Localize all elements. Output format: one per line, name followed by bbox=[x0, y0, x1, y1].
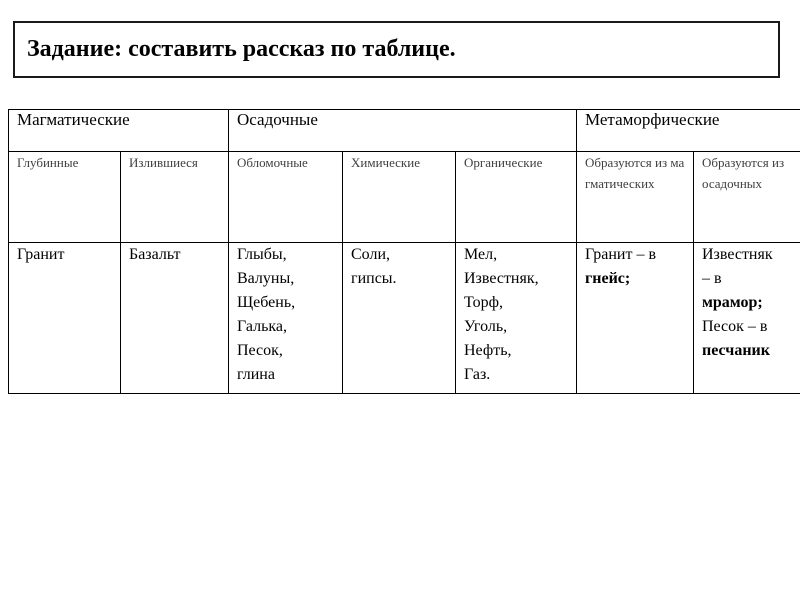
task-title: Задание: составить рассказ по таблице. bbox=[27, 36, 456, 62]
subtype-cell: Излившиеся bbox=[121, 152, 229, 243]
rock-classification-table bbox=[8, 109, 800, 394]
subtype-cell: Глубинные bbox=[9, 152, 121, 243]
example-cell bbox=[343, 243, 456, 394]
example-line-bold: песчаник bbox=[702, 342, 770, 359]
example-line: Торф, bbox=[464, 294, 503, 311]
example-line: гипсы. bbox=[351, 270, 397, 287]
example-cell bbox=[229, 243, 343, 394]
example-line: Галька, bbox=[237, 318, 288, 335]
group-header-magmatic: Магматические bbox=[9, 110, 229, 152]
example-cell bbox=[456, 243, 577, 394]
task-banner bbox=[13, 21, 780, 78]
example-line: Известняк, bbox=[464, 270, 539, 287]
example-cell: Гранит bbox=[9, 243, 121, 394]
subtype-cell: Химические bbox=[343, 152, 456, 243]
example-line: Глыбы, bbox=[237, 246, 287, 263]
example-cell bbox=[694, 243, 800, 394]
example-cell bbox=[577, 243, 694, 394]
example-line: Щебень, bbox=[237, 294, 296, 311]
example-line-bold: гнейс; bbox=[585, 270, 631, 287]
example-line: Песок, bbox=[237, 342, 283, 359]
subtype-cell: Обломочные bbox=[229, 152, 343, 243]
table-row bbox=[9, 152, 800, 243]
example-line: Уголь, bbox=[464, 318, 508, 335]
example-line: – в bbox=[702, 270, 722, 287]
example-line: Нефть, bbox=[464, 342, 512, 359]
group-header-metamorphic: Метаморфические bbox=[577, 110, 800, 152]
example-line: Мел, bbox=[464, 246, 498, 263]
example-line: Гранит – в bbox=[585, 246, 657, 263]
subtype-cell: Органические bbox=[456, 152, 577, 243]
table-row bbox=[9, 110, 800, 152]
subtype-cell: Образуются из магматических bbox=[577, 152, 694, 243]
group-header-sedimentary: Осадочные bbox=[229, 110, 577, 152]
example-line: Песок – в bbox=[702, 318, 768, 335]
example-line: глина bbox=[237, 366, 275, 383]
example-cell: Базальт bbox=[121, 243, 229, 394]
example-line: Соли, bbox=[351, 246, 391, 263]
example-line: Валуны, bbox=[237, 270, 295, 287]
table-row bbox=[9, 243, 800, 394]
subtype-cell: Образуются из осадочных bbox=[694, 152, 800, 243]
example-line-bold: мрамор; bbox=[702, 294, 763, 311]
example-line: Известняк bbox=[702, 246, 773, 263]
example-line: Газ. bbox=[464, 366, 491, 383]
